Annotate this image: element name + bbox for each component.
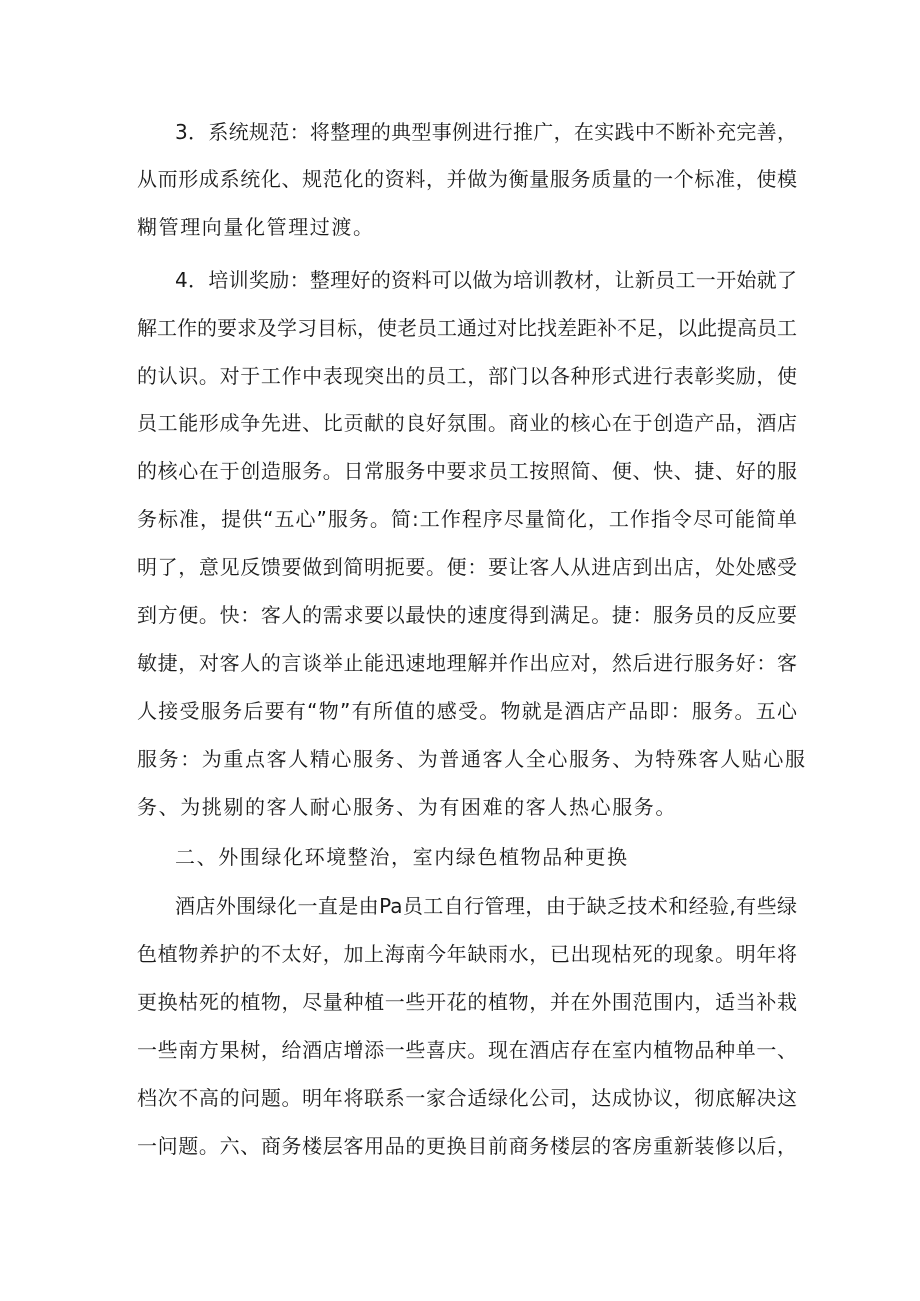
text-line: 从而形成系统化、规范化的资料，并做为衡量服务质量的一个标准，使模 xyxy=(137,167,797,191)
text-line: 档次不高的问题。明年将联系一家合适绿化公司，达成协议，彻底解决这 xyxy=(137,1086,797,1110)
text-line: 一些南方果树，给酒店增添一些喜庆。现在酒店存在室内植物品种单一、 xyxy=(137,1038,797,1062)
text-line: 更换枯死的植物，尽量种植一些开花的植物，并在外围范围内，适当补栽 xyxy=(137,990,797,1014)
section-heading: 二、外围绿化环境整治，室内绿色植物品种更换 xyxy=(175,845,629,869)
text-line: 到方便。快：客人的需求要以最快的速度得到满足。捷：服务员的反应要 xyxy=(137,603,797,627)
text-line: 4．培训奖励：整理好的资料可以做为培训教材，让新员工一开始就了 xyxy=(175,268,797,292)
text-line: 人接受服务后要有“物”有所值的感受。物就是酒店产品即：服务。五心 xyxy=(137,699,797,723)
text-line: 解工作的要求及学习目标，使老员工通过对比找差距补不足，以此提高员工 xyxy=(137,316,797,340)
text-line: 的认识。对于工作中表现突出的员工，部门以各种形式进行表彰奖励，使 xyxy=(137,364,797,388)
text-line: 色植物养护的不太好，加上海南今年缺雨水，已出现枯死的现象。明年将 xyxy=(137,942,797,966)
text-line: 3．系统规范：将整理的典型事例进行推广，在实践中不断补充完善， xyxy=(175,120,797,144)
text-line: 一问题。六、商务楼层客用品的更换目前商务楼层的客房重新装修以后， xyxy=(137,1134,797,1158)
text-line: 敏捷，对客人的言谈举止能迅速地理解并作出应对，然后进行服务好：客 xyxy=(137,651,797,675)
text-line: 的核心在于创造服务。日常服务中要求员工按照简、便、快、捷、好的服 xyxy=(137,459,797,483)
text-line: 糊管理向量化管理过渡。 xyxy=(137,215,375,239)
text-line: 务、为挑剔的客人耐心服务、为有困难的客人热心服务。 xyxy=(137,795,677,819)
text-line: 服务：为重点客人精心服务、为普通客人全心服务、为特殊客人贴心服 xyxy=(137,747,807,771)
text-line: 酒店外围绿化一直是由Pa员工自行管理，由于缺乏技术和经验,有些绿 xyxy=(175,894,797,918)
text-line: 明了，意见反馈要做到简明扼要。便：要让客人从进店到出店，处处感受 xyxy=(137,555,797,579)
text-line: 员工能形成争先进、比贡献的良好氛围。商业的核心在于创造产品，酒店 xyxy=(137,411,797,435)
text-line: 务标准，提供“五心”服务。简:工作程序尽量简化，工作指令尽可能简单 xyxy=(137,507,797,531)
